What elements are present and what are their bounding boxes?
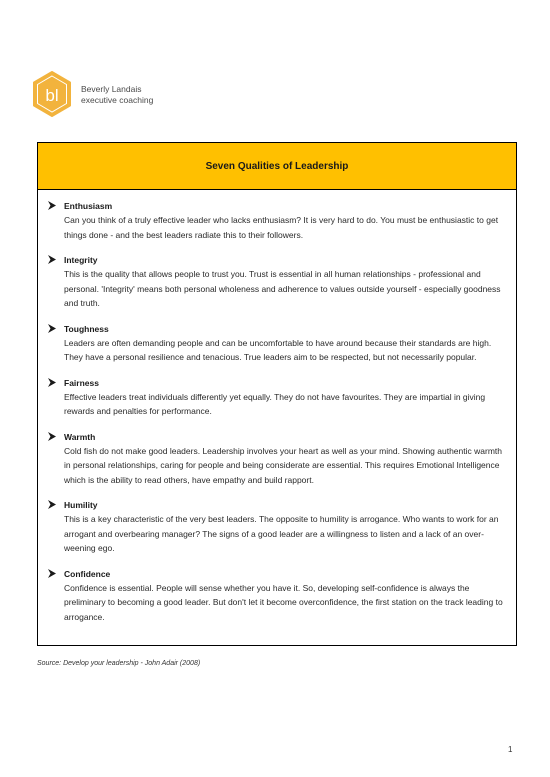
logo-wordmark — [81, 84, 153, 105]
box-header — [38, 143, 516, 190]
company-logo — [31, 70, 191, 120]
quality-name: Integrity — [64, 255, 98, 265]
quality-description: Leaders are often demanding people and can be uncomfortable to have around because their standards are high. They have a personal resilience and tenacious. True leaders aim to be respected, but not necessarily popular. — [64, 337, 492, 362]
arrow-bullet-icon — [47, 431, 57, 442]
page-number: 1 — [508, 745, 513, 754]
logo-tagline: executive coaching — [81, 94, 154, 105]
quality-description: This is the quality that allows people to trust you. Trust is essential in all human relationships - professional and personal. 'Integrity' means both personal wholeness and adherence to values outside yourself - especially goodness and truth. — [64, 269, 501, 308]
list-item — [46, 377, 506, 419]
arrow-bullet-icon — [47, 323, 57, 334]
logo-name: Beverly Landais — [81, 84, 142, 94]
quality-description: Cold fish do not make good leaders. Leadership involves your heart as well as your mind. Showing authentic warmth in personal relationships, caring for people and being considerate are essential. This requires Emotional Intelligence which is the ability to read others, have empathy and build rapport. — [64, 445, 502, 485]
logo-initials: bl — [45, 86, 59, 105]
arrow-bullet-icon — [47, 254, 57, 265]
quality-description: This is a key characteristic of the very best leaders. The opposite to humility is arrogance. Who wants to work for an arrogant and overbearing manager? The signs of a good leader are a willingness to listen and a lack of an over-weening ego. — [64, 514, 499, 553]
quality-description: Confidence is essential. People will sense whether you have it. So, developing self-confidence is always the preliminary to becoming a good leader. But don't let it become overconfidence, the first station on the track leading to arrogance. — [64, 582, 503, 622]
quality-name: Warmth — [64, 431, 96, 442]
quality-name: Confidence — [64, 568, 111, 579]
quality-description: Effective leaders treat individuals differently yet equally. They do not have favourites. They are impartial in giving rewards and penalties for performance. — [64, 391, 486, 416]
list-item — [46, 431, 506, 488]
list-item — [46, 568, 506, 625]
arrow-bullet-icon — [47, 200, 57, 211]
arrow-bullet-icon — [47, 377, 57, 388]
source-citation: Source: Develop your leadership - John Adair (2008) — [37, 660, 201, 667]
document-title: Seven Qualities of Leadership — [205, 160, 349, 172]
hexagon-logo-icon — [31, 70, 73, 118]
qualities-list — [38, 190, 516, 624]
list-item — [46, 254, 506, 311]
arrow-bullet-icon — [47, 568, 57, 579]
quality-name: Enthusiasm — [64, 201, 113, 211]
qualities-box — [37, 142, 517, 646]
quality-description: Can you think of a truly effective leader who lacks enthusiasm? It is very hard to do. You must be enthusiastic to get things done - and the best leaders radiate this to their followers. — [64, 215, 499, 240]
list-item — [46, 499, 506, 556]
list-item — [46, 200, 506, 242]
quality-name: Fairness — [64, 377, 99, 388]
quality-name: Humility — [64, 500, 98, 510]
arrow-bullet-icon — [47, 499, 57, 510]
quality-name: Toughness — [64, 323, 109, 334]
list-item — [46, 323, 506, 365]
